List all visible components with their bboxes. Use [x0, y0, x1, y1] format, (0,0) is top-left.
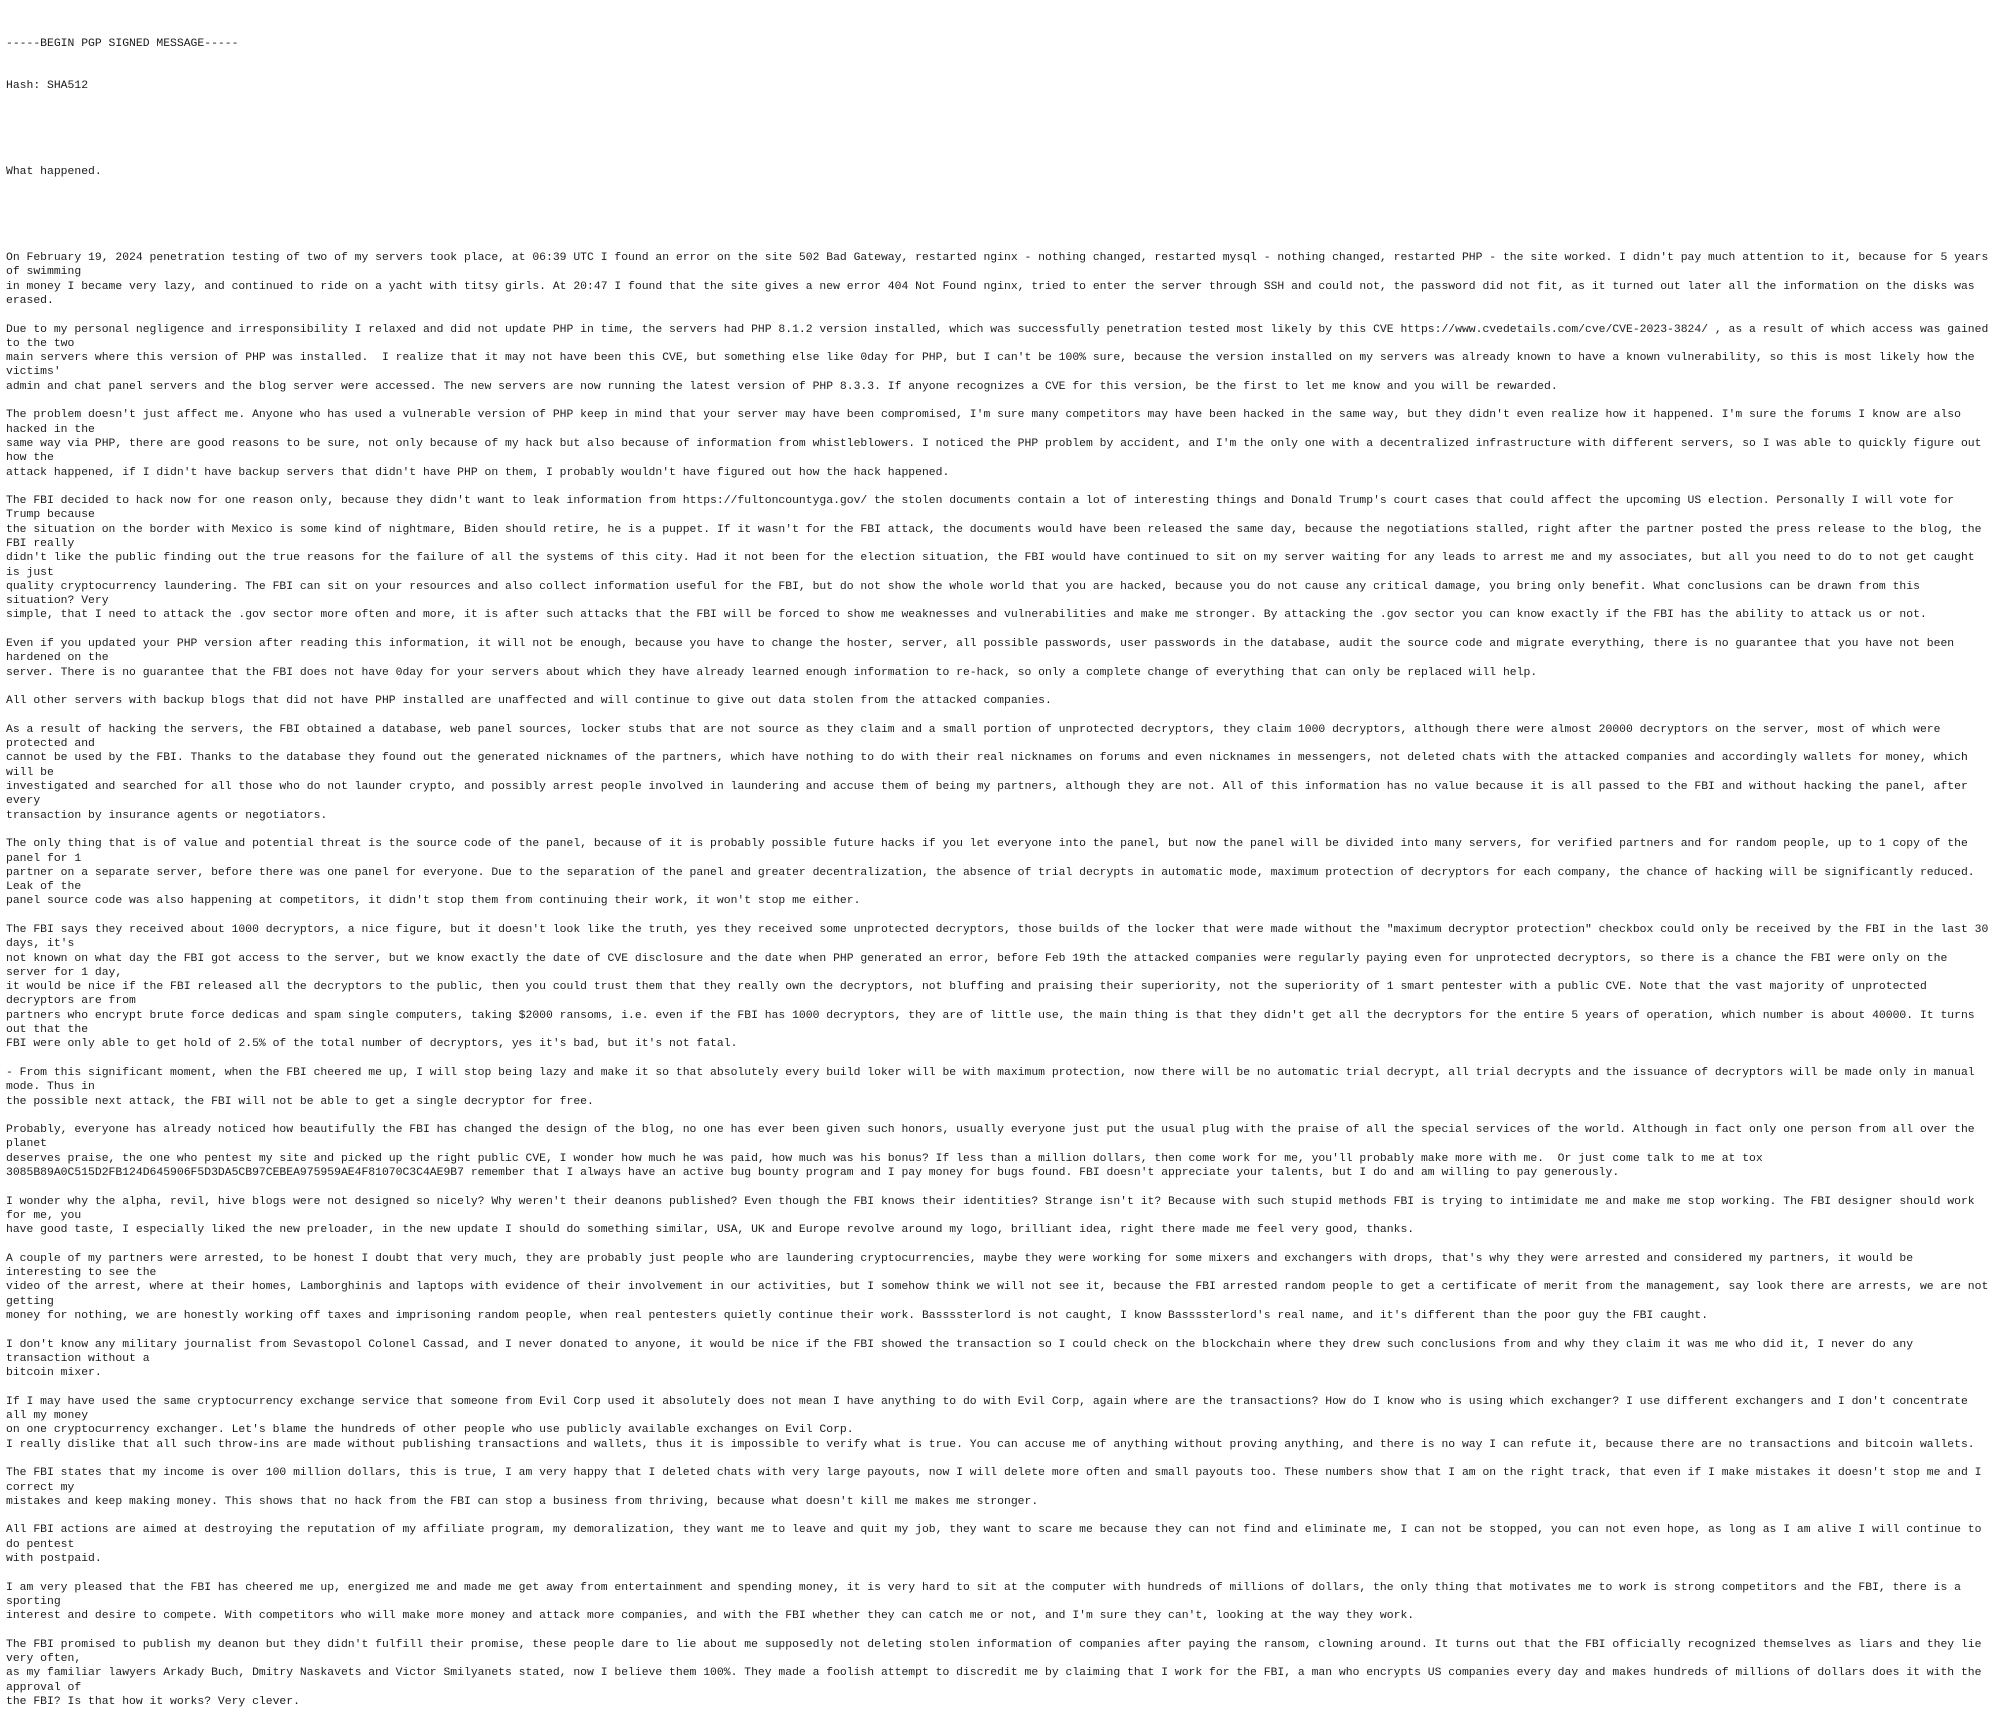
blank-line: [6, 122, 1993, 136]
pgp-hash-line: Hash: SHA512: [6, 80, 89, 93]
paragraph-line: with postpaid.: [6, 1553, 102, 1566]
paragraph-line: the situation on the border with Mexico is some kind of nightmare, Biden should retire, he is a puppet. If it wasn't for the FBI attack, the documents would have been released the same day, because the negotiations stalled, right after the partner posted the press release to the blog, the FBI really: [6, 523, 1989, 550]
blank-line: [6, 823, 1993, 837]
paragraph-line: On February 19, 2024 penetration testing of two of my servers took place, at 06:39 UTC I found an error on the site 502 Bad Gateway, restarted nginx - nothing changed, restarted mysql - nothing changed, restarted PHP - the site worked. I didn't pay much attention to it, because for 5 years of swimming: [6, 252, 1996, 279]
message-paragraph: [6, 1252, 1996, 1323]
paragraph-line: partners who encrypt brute force dedicas and spam single computers, taking $2000 ransoms, i.e. even if the FBI has 1000 decryptors, they are of little use, the main thing is that they didn't get all the decryptors for the entire 5 years of operation, which number is about 40000. It turns out that the: [6, 1009, 1982, 1037]
blank-line: [6, 709, 1993, 723]
message-paragraph: [6, 408, 1993, 479]
message-title: What happened.: [6, 166, 102, 179]
paragraph-line: didn't like the public finding out the true reasons for the failure of all the systems of this city. Had it not been for the election situation, the FBI would have continued to sit on my server waiting for any leads to arrest me and my associates, but all you need to do to not get caught is just: [6, 552, 1982, 579]
paragraph-line: interest and desire to compete. With competitors who will make more money and attack more companies, and with the FBI whether they can catch me or not, and I'm sure they can't, looking at the way they work.: [6, 1610, 1415, 1623]
blank-line: [6, 1323, 1993, 1337]
paragraph-line: on one cryptocurrency exchanger. Let's blame the hundreds of other people who use publicly available exchanges on Evil Corp.: [6, 1424, 854, 1437]
paragraph-line: partner on a separate server, before there was one panel for everyone. Due to the separation of the panel and greater decentralization, the absence of trial decrypts in automatic mode, maximum protection of decryptors for each company, the chance of hacking will be significantly reduced. Leak of the: [6, 866, 1982, 894]
blank-line: [6, 480, 1993, 494]
blank-line: [6, 1566, 1993, 1580]
paragraph-line: A couple of my partners were arrested, to be honest I doubt that very much, they are probably just people who are laundering cryptocurrencies, maybe they were working for some mixers and exchangers with drops, that's why they were arrested and considered my partners, it would be interesting to see the: [6, 1252, 1920, 1280]
message-paragraph: [6, 1638, 1993, 1709]
blank-line: [6, 1052, 1993, 1066]
paragraph-line: as my familiar lawyers Arkady Buch, Dmitry Naskavets and Victor Smilyanets stated, now I believe them 100%. They made a foolish attempt to discredit me by claiming that I work for the FBI, a man who encrypts US companies every day and makes hundreds of millions of dollars does it with the approval of: [6, 1667, 1989, 1694]
blank-line: [6, 308, 1993, 322]
pgp-begin-line: -----BEGIN PGP SIGNED MESSAGE-----: [6, 37, 239, 50]
blank-line: [6, 1109, 1993, 1123]
paragraph-line: transaction by insurance agents or negotiators.: [6, 809, 328, 822]
paragraph-line: it would be nice if the FBI released all the decryptors to the public, then you could trust them that they really own the decryptors, not bluffing and praising their superiority, not the superiority of 1 smart pentester with a public CVE. Note that the vast majority of unprotected decryptors are from: [6, 981, 1934, 1008]
paragraph-line: attack happened, if I didn't have backup servers that didn't have PHP on them, I probably wouldn't have figured out how the hack happened.: [6, 466, 950, 479]
paragraph-line: The problem doesn't just affect me. Anyone who has used a vulnerable version of PHP keep in mind that your server may have been compromised, I'm sure many competitors may have been hacked in the same way, but they didn't even realize how it happened. I'm sure the forums I know are also hacked in the: [6, 409, 1968, 436]
blank-line: [6, 1180, 1993, 1194]
paragraph-line: admin and chat panel servers and the blog server were accessed. The new servers are now running the latest version of PHP 8.3.3. If anyone recognizes a CVE for this version, be the first to let me know and you will be rewarded.: [6, 380, 1558, 393]
blank-line: [6, 623, 1993, 637]
paragraph-line: I don't know any military journalist from Sevastopol Colonel Cassad, and I never donated to anyone, it would be nice if the FBI showed the transaction so I could check on the blockchain where they drew such conclusions from and why they claim it was me who did it, I never do any transaction without a: [6, 1338, 1920, 1365]
paragraph-line: in money I became very lazy, and continued to ride on a yacht with titsy girls. At 20:47 I found that the site gives a new error 404 Not Found nginx, tried to enter the server through SSH and could not, the password did not fit, as it turned out later all the information on the disks was erased.: [6, 280, 1982, 307]
message-paragraph: [6, 1066, 1993, 1109]
paragraph-line: mistakes and keep making money. This shows that no hack from the FBI can stop a business from thriving, because what doesn't kill me makes me stronger.: [6, 1495, 1039, 1508]
paragraph-line: the possible next attack, the FBI will not be able to get a single decryptor for free.: [6, 1095, 594, 1108]
message-body: [6, 251, 1996, 1709]
message-paragraph: [6, 1466, 1993, 1509]
paragraph-line: Due to my personal negligence and irresponsibility I relaxed and did not update PHP in time, the servers had PHP 8.1.2 version installed, which was successfully penetration tested most likely by this CVE https://www.cvedetails.com/cve/CVE-2023-3824/ , as a result of which access was gained to the two: [6, 323, 1996, 350]
paragraph-line: I am very pleased that the FBI has cheered me up, energized me and made me get away from entertainment and spending money, it is very hard to sit at the computer with hundreds of millions of dollars, the only thing that motivates me to work is strong competitors and the FBI, there is a sporting: [6, 1581, 1968, 1608]
message-paragraph: [6, 1395, 1993, 1452]
paragraph-line: I wonder why the alpha, revil, hive blogs were not designed so nicely? Why weren't their deanons published? Even though the FBI knows their identities? Strange isn't it? Because with such stupid methods FBI is trying to intimidate me and make me stop working. The FBI designer should work for me, you: [6, 1195, 1982, 1222]
paragraph-line: server. There is no guarantee that the FBI does not have 0day for your servers about which they have already learned enough information to re-hack, so only a complete change of everything that can only be replaced will help.: [6, 666, 1538, 679]
message-paragraph: [6, 723, 1993, 823]
message-paragraph: [6, 1581, 1993, 1624]
paragraph-line: not known on what day the FBI got access to the server, but we know exactly the date of CVE disclosure and the date when PHP generated an error, before Feb 19th the attacked companies were regularly paying even for unprotected decryptors, so there is a chance the FBI were only on the server for 1 day,: [6, 952, 1955, 979]
paragraph-line: The FBI decided to hack now for one reason only, because they didn't want to leak information from https://fultoncountyga.gov/ the stolen documents contain a lot of interesting things and Donald Trump's court cases that could affect the upcoming US election. Personally I will vote for Trump because: [6, 495, 1961, 522]
paragraph-line: same way via PHP, there are good reasons to be sure, not only because of my hack but also because of information from whistleblowers. I noticed the PHP problem by accident, and I'm the only one with a decentralized infrastructure with different servers, so I was able to quickly figure out how the: [6, 437, 1989, 465]
paragraph-line: The FBI says they received about 1000 decryptors, a nice figure, but it doesn't look like the truth, yes they received some unprotected decryptors, those builds of the locker that were made without the "maximum decryptor protection" checkbox could only be received by the FBI in the last 30 days, it's: [6, 924, 1996, 951]
blank-line: [6, 394, 1993, 408]
blank-line: [6, 1381, 1993, 1395]
message-paragraph: [6, 251, 1996, 308]
message-paragraph: [6, 923, 1996, 1052]
paragraph-line: All other servers with backup blogs that did not have PHP installed are unaffected and will continue to give out data stolen from the attacked companies.: [6, 695, 1052, 708]
blank-line: [6, 208, 1993, 222]
paragraph-line: The FBI promised to publish my deanon but they didn't fulfill their promise, these people dare to lie about me supposedly not deleting stolen information of companies after paying the ransom, clowning around. It turns out that the FBI officially recognized themselves as liars and they lie very often,: [6, 1638, 1989, 1666]
paragraph-line: If I may have used the same cryptocurrency exchange service that someone from Evil Corp used it absolutely does not mean I have anything to do with Evil Corp, again where are the transactions? How do I know who is using which exchanger? I use different exchangers and I don't concentrate all my money: [6, 1395, 1975, 1423]
paragraph-line: simple, that I need to attack the .gov sector more often and more, it is after such attacks that the FBI will be forced to show me weaknesses and vulnerabilities and make me stronger. By attacking the .gov sector you can know exactly if the FBI has the ability to attack us or not.: [6, 609, 1927, 622]
message-paragraph: [6, 323, 1996, 394]
paragraph-line: panel source code was also happening at competitors, it didn't stop them from continuing their work, it won't stop me either.: [6, 895, 861, 908]
paragraph-line: All FBI actions are aimed at destroying the reputation of my affiliate program, my demoralization, they want me to leave and quit my job, they want to scare me because they can not find and eliminate me, I can not be stopped, you can not even hope, as long as I am alive I will continue to do pentest: [6, 1524, 1989, 1551]
paragraph-line: money for nothing, we are honestly working off taxes and imprisoning random people, when real pentesters quietly continue their work. Bassssterlord is not caught, I know Bassssterlord's real name, and it's different than the poor guy the FBI caught.: [6, 1310, 1709, 1323]
paragraph-line: quality cryptocurrency laundering. The FBI can sit on your resources and also collect information useful for the FBI, but do not show the whole world that you are hacked, because you do not cause any critical damage, you bring only benefit. What conclusions can be drawn from this situation? Very: [6, 580, 1927, 608]
message-paragraph: [6, 837, 1993, 908]
paragraph-line: Even if you updated your PHP version after reading this information, it will not be enough, because you have to change the hoster, server, all possible passwords, user passwords in the database, audit the source code and migrate everything, there is no guarantee that you have not been hardened on the: [6, 638, 1961, 665]
paragraph-line: cannot be used by the FBI. Thanks to the database they found out the generated nicknames of the partners, which have nothing to do with their real nicknames on forums and even nicknames in messengers, not deleted chats with the attacked companies and accordingly wallets for money, which will be: [6, 752, 1975, 779]
paragraph-line: - From this significant moment, when the FBI cheered me up, I will stop being lazy and make it so that absolutely every build loker will be with maximum protection, now there will be no automatic trial decrypt, all trial decrypts and the issuance of decryptors will be made only in manual mode. Thus in: [6, 1066, 1982, 1094]
blank-line: [6, 1238, 1993, 1252]
message-paragraph: [6, 1123, 1993, 1180]
paragraph-line: 3085B89A0C515D2FB124D645906F5D3DA5CB97CEBEA975959AE4F81070C3C4AE9B7 remember that I always have an active bug bounty program and I pay money for bugs found. FBI doesn't appreciate your talents, but I do and am willing to pay generously.: [6, 1167, 1620, 1180]
message-paragraph: [6, 1195, 1993, 1238]
paragraph-line: main servers where this version of PHP was installed. I realize that it may not have been this CVE, but something else like 0day for PHP, but I can't be 100% sure, because the version installed on my servers was already known to have a known vulnerability, so this is most likely how the victims': [6, 352, 1982, 379]
paragraph-line: have good taste, I especially liked the new preloader, in the new update I should do something similar, USA, UK and Europe revolve around my logo, brilliant idea, right there made me feel very good, thanks.: [6, 1224, 1415, 1237]
blank-line: [6, 1624, 1993, 1638]
paragraph-line: the FBI? Is that how it works? Very clever.: [6, 1696, 300, 1709]
paragraph-line: As a result of hacking the servers, the FBI obtained a database, web panel sources, locker stubs that are not source as they claim and a small portion of unprotected decryptors, they claim 1000 decryptors, although there were almost 20000 decryptors on the server, most of which were protected and: [6, 723, 1948, 751]
message-paragraph: [6, 1523, 1993, 1566]
blank-line: [6, 1452, 1993, 1466]
message-paragraph: [6, 1338, 1993, 1381]
paragraph-line: The only thing that is of value and potential threat is the source code of the panel, because of it is probably possible future hacks if you let everyone into the panel, but now the panel will be divided into many servers, for verified partners and for random people, up to 1 copy of the panel for 1: [6, 838, 1975, 865]
paragraph-line: investigated and searched for all those who do not launder crypto, and possibly arrest people involved in laundering and accuse them of being my partners, although they are not. All of this information has no value because it is all passed to the FBI and without hacking the panel, after every: [6, 781, 1975, 808]
paragraph-line: video of the arrest, where at their homes, Lamborghinis and laptops with evidence of their involvement in our activities, but I somehow think we will not see it, because the FBI arrested random people to get a certificate of merit from the management, say look there are arrests, we are not getting: [6, 1281, 1996, 1308]
message-paragraph: [6, 694, 1993, 708]
paragraph-line: FBI were only able to get hold of 2.5% of the total number of decryptors, yes it's bad, but it's not fatal.: [6, 1038, 738, 1051]
message-paragraph: [6, 637, 1993, 680]
paragraph-line: I really dislike that all such throw-ins are made without publishing transactions and wallets, thus it is impossible to verify what is true. You can accuse me of anything without proving anything, and there is no way I can refute it, because there are no transactions and bitcoin wallets.: [6, 1438, 1975, 1451]
blank-line: [6, 909, 1993, 923]
paragraph-line: The FBI states that my income is over 100 million dollars, this is true, I am very happy that I deleted chats with very large payouts, now I will delete more often and small payouts too. These numbers show that I am on the right track, that even if I make mistakes it doesn't stop me and I correct my: [6, 1467, 1989, 1494]
paragraph-line: bitcoin mixer.: [6, 1367, 102, 1380]
paragraph-line: deserves praise, the one who pentest my site and picked up the right public CVE, I wonder how much he was paid, how much was his bonus? If less than a million dollars, then come work for me, you'll probably make more with me. Or just come talk to me at tox: [6, 1152, 1763, 1165]
paragraph-line: Probably, everyone has already noticed how beautifully the FBI has changed the design of the blog, no one has ever been given such honors, usually everyone just put the usual plug with the praise of all the special services of the world. Although in fact only one person from all over the planet: [6, 1124, 1982, 1151]
blank-line: [6, 1509, 1993, 1523]
blank-line: [6, 680, 1993, 694]
message-paragraph: [6, 494, 1993, 623]
